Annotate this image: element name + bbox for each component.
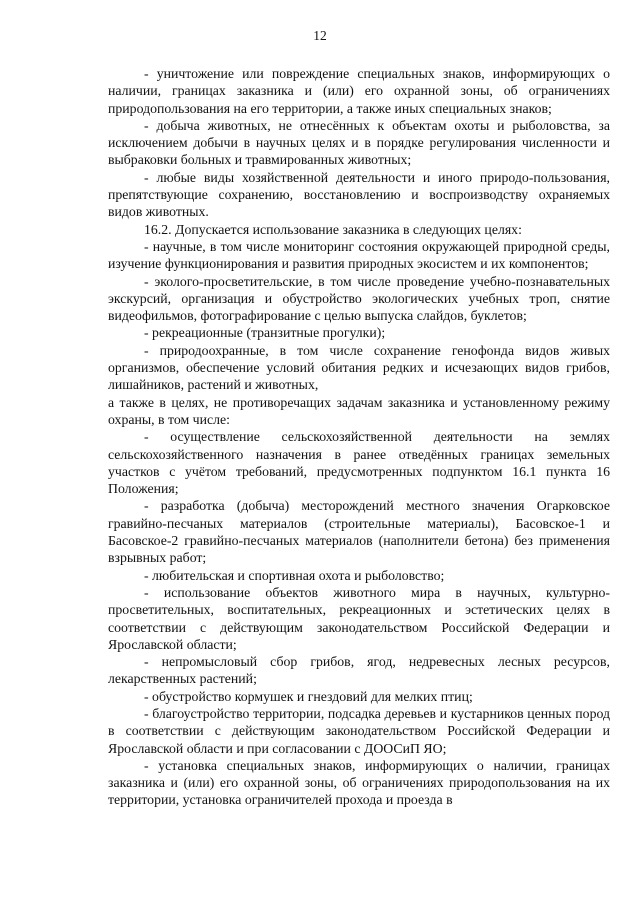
paragraph-scientific-purposes: - научные, в том числе мониторинг состояния окружающей природной среды, изучение функционирования и развития природных экосистем и их компонентов; <box>108 238 610 272</box>
paragraph-landscaping: - благоустройство территории, подсадка деревьев и кустарников ценных пород в соответствии с действующим законодательством Российской Федерации и Ярославской области и при согласовании с ДООСиП ЯО; <box>108 705 610 756</box>
paragraph-sign-installation: - установка специальных знаков, информирующих о наличии, границах заказника и (или) его охранной зоны, об ограничениях природопользования на их территории, установка ограничителей прохода и проезда в <box>108 757 610 808</box>
paragraph-agricultural-activity: - осуществление сельскохозяйственной деятельности на землях сельскохозяйственного назначения в ранее отведённых границах земельных участков с учётом требований, предусмотренных подпунктом 16.1 пункта 16 Положения; <box>108 429 610 497</box>
paragraph-other-purposes: а также в целях, не противоречащих задачам заказника и установленному режиму охраны, в том числе: <box>108 394 610 427</box>
paragraph-educational-purposes: - эколого-просветительские, в том числе проведение учебно-познавательных экскурсий, организация и обустройство экологических учебных троп, снятие видеофильмов, фотографирование с целью выпуска слайдов, буклетов; <box>108 273 610 324</box>
paragraph-section-16-2: 16.2. Допускается использование заказника в следующих целях: <box>144 221 522 237</box>
paragraph-prohibition-signs: - уничтожение или повреждение специальных знаков, информирующих о наличии, границах заказника и (или) его охранной зоны, об ограничениях природопользования на его территории, а также иных специальных знаков; <box>108 66 610 116</box>
paragraph-prohibition-animals: - добыча животных, не отнесённых к объектам охоты и рыболовства, за исключением добычи в научных целях и в порядке регулирования численности и выбраковки больных и травмированных животных; <box>108 117 610 168</box>
paragraph-prohibition-economic-activity: - любые виды хозяйственной деятельности и иного природо-пользования, препятствующие сохранению, восстановлению и воспроизводству охраняемых видов животных. <box>108 169 610 220</box>
paragraph-bird-feeders: - обустройство кормушек и гнездовий для мелких птиц; <box>144 688 473 704</box>
page-number: 12 <box>313 28 327 43</box>
paragraph-conservation-purposes: - природоохранные, в том числе сохранение генофонда видов живых организмов, обеспечение условий обитания редких и исчезающих видов грибов, лишайников, растений и животных, <box>108 342 610 393</box>
document-body <box>108 65 610 809</box>
paragraph-wildlife-use: - использование объектов животного мира в научных, культурно-просветительных, воспитательных, рекреационных и эстетических целях в соответствии с действующим законодательством Российской Федерации и Ярославской области; <box>108 584 610 652</box>
paragraph-deposit-development: - разработка (добыча) месторождений местного значения Огарковское гравийно-песчаных материалов (строительные материалы), Басовское-1 и Басовское-2 гравийно-песчаных материалов (наполнители бетона) без применения взрывных работ; <box>108 498 610 566</box>
paragraph-recreational-purposes: - рекреационные (транзитные прогулки); <box>144 325 386 341</box>
paragraph-gathering: - непромысловый сбор грибов, ягод, недревесных лесных ресурсов, лекарственных растений; <box>108 654 610 687</box>
paragraph-hunting-fishing: - любительская и спортивная охота и рыболовство; <box>144 567 445 583</box>
